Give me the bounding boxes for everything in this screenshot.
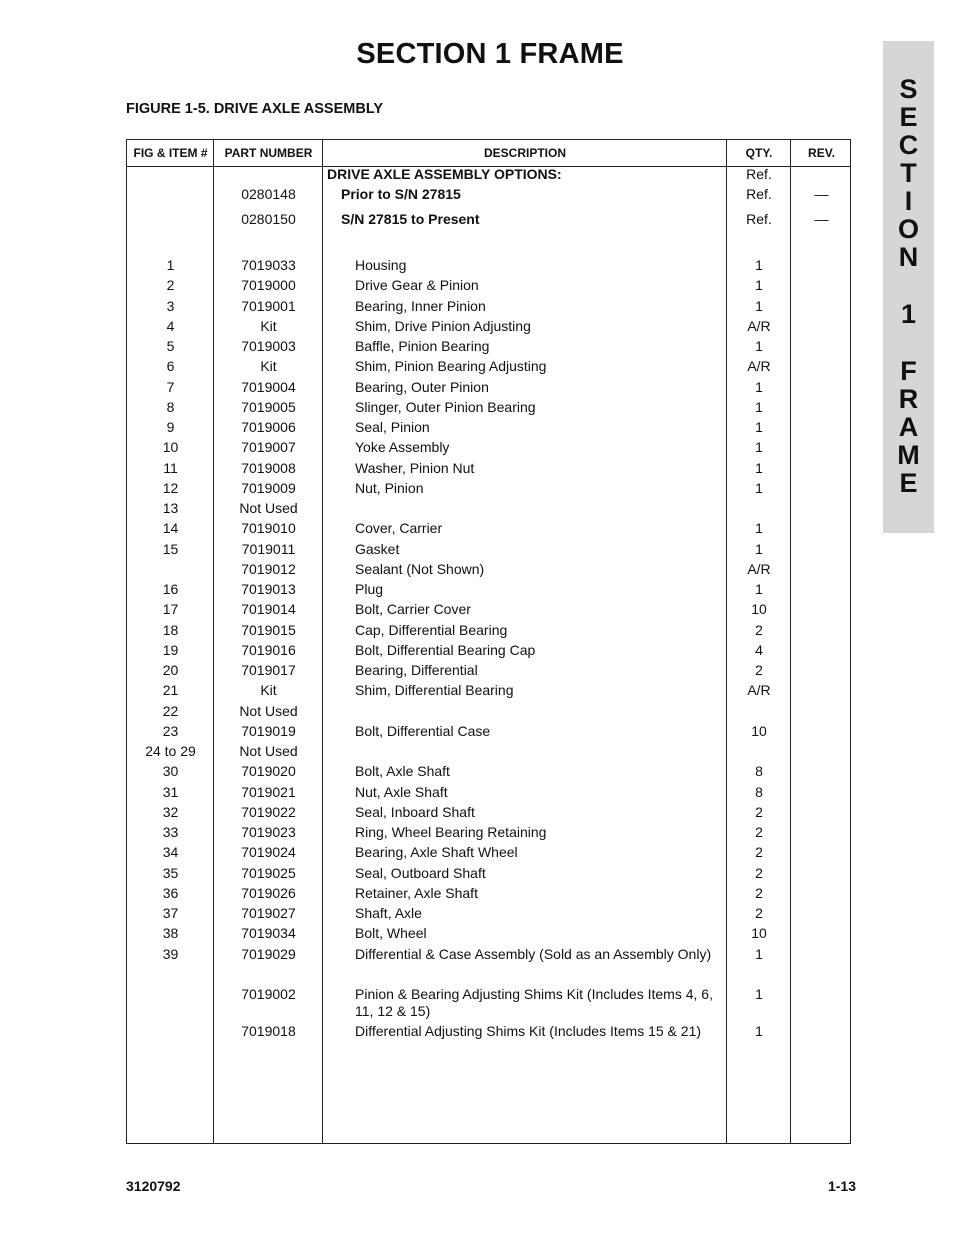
quantity: 10 xyxy=(751,601,767,618)
description: Bolt, Carrier Cover xyxy=(355,601,471,618)
section-side-tab xyxy=(883,41,934,533)
quantity: 4 xyxy=(755,641,763,658)
part-number: 7019022 xyxy=(241,803,296,820)
fig-item-number: 34 xyxy=(162,844,179,861)
fig-item-number: 1 xyxy=(166,257,175,273)
quantity: 1 xyxy=(755,540,763,557)
quantity: Ref. xyxy=(746,211,772,227)
quantity: 1 xyxy=(755,257,763,273)
part-number: Kit xyxy=(260,317,277,334)
header-part-number: PART NUMBER xyxy=(224,146,313,160)
quantity: 1 xyxy=(755,277,763,294)
part-number: 7019009 xyxy=(241,479,296,496)
fig-item-number: 24 to 29 xyxy=(145,743,196,759)
quantity: 8 xyxy=(755,783,763,800)
fig-item-number: 4 xyxy=(166,317,175,334)
header-qty: QTY. xyxy=(745,146,773,160)
fig-item-number: 36 xyxy=(162,884,179,901)
part-number: 7019026 xyxy=(241,884,296,901)
figure-title: FIGURE 1-5. DRIVE AXLE ASSEMBLY xyxy=(126,101,384,117)
fig-item-number: 6 xyxy=(166,358,175,375)
part-number: 7019006 xyxy=(241,419,296,435)
description: Bearing, Outer Pinion xyxy=(355,378,489,395)
fig-item-number: 15 xyxy=(162,540,179,557)
revision: — xyxy=(814,186,829,202)
fig-item-number: 30 xyxy=(162,763,179,780)
part-number: 7019012 xyxy=(241,560,296,577)
description: Drive Gear & Pinion xyxy=(355,277,479,294)
part-number: 7019000 xyxy=(241,277,296,294)
description: Slinger, Outer Pinion Bearing xyxy=(355,398,536,415)
part-number: 7019014 xyxy=(241,601,296,618)
description: Seal, Inboard Shaft xyxy=(355,803,475,820)
description: Cap, Differential Bearing xyxy=(355,621,508,638)
quantity: 1 xyxy=(755,419,763,435)
fig-item-number: 31 xyxy=(162,783,179,800)
fig-item-number: 2 xyxy=(166,277,175,294)
fig-item-number: 5 xyxy=(166,338,175,354)
part-number: 7019019 xyxy=(241,722,296,739)
description: Shaft, Axle xyxy=(355,905,422,921)
side-tab-letter: F xyxy=(900,356,917,386)
fig-item-number: 17 xyxy=(162,601,179,618)
quantity: 2 xyxy=(755,864,763,881)
quantity: A/R xyxy=(747,682,771,699)
options-heading: DRIVE AXLE ASSEMBLY OPTIONS: xyxy=(327,166,562,182)
kit-description: Pinion & Bearing Adjusting Shims Kit (Includes Items 4, 6, 11, 12 & 15) xyxy=(355,986,713,1019)
quantity: 2 xyxy=(755,884,763,901)
fig-item-number: 13 xyxy=(162,500,179,516)
description: Housing xyxy=(355,257,407,273)
side-tab-letter: N xyxy=(898,242,919,272)
part-number: 7019005 xyxy=(241,398,296,415)
fig-item-number: 12 xyxy=(162,479,179,496)
side-tab-letter: A xyxy=(898,412,919,442)
revision: — xyxy=(814,211,829,227)
description: Nut, Axle Shaft xyxy=(355,783,448,800)
description: Washer, Pinion Nut xyxy=(355,459,475,476)
description: Shim, Pinion Bearing Adjusting xyxy=(355,358,547,375)
description: Bolt, Wheel xyxy=(355,925,427,942)
fig-item-number: 19 xyxy=(162,641,179,658)
option-description: S/N 27815 to Present xyxy=(341,211,480,227)
quantity: 1 xyxy=(755,479,763,496)
part-number: Kit xyxy=(260,358,277,375)
description: Baffle, Pinion Bearing xyxy=(355,338,490,354)
quantity: 1 xyxy=(755,986,763,1002)
document-number: 3120792 xyxy=(126,1178,181,1194)
part-number: 7019004 xyxy=(241,378,296,395)
part-number: 7019015 xyxy=(241,621,296,638)
part-number: 7019024 xyxy=(241,844,296,861)
quantity: 2 xyxy=(755,844,763,861)
part-number: 7019020 xyxy=(241,763,296,780)
quantity: 1 xyxy=(755,945,763,962)
quantity: 1 xyxy=(755,459,763,476)
fig-item-number: 18 xyxy=(162,621,179,638)
part-number: Kit xyxy=(260,682,277,699)
description: Seal, Outboard Shaft xyxy=(355,864,486,881)
description: Bearing, Differential xyxy=(355,662,478,678)
description: Cover, Carrier xyxy=(355,520,443,537)
description: Bolt, Differential Bearing Cap xyxy=(355,641,536,658)
quantity: 2 xyxy=(755,662,763,678)
part-number: 7019021 xyxy=(241,783,296,800)
quantity: 1 xyxy=(755,398,763,415)
side-tab-letter: C xyxy=(898,130,919,160)
side-tab-letter: I xyxy=(904,186,913,216)
description: Retainer, Axle Shaft xyxy=(355,884,478,901)
quantity: 1 xyxy=(755,581,763,597)
part-number: 7019027 xyxy=(241,905,296,921)
option-description: Prior to S/N 27815 xyxy=(341,186,461,202)
side-tab-letter: E xyxy=(899,102,918,132)
quantity: A/R xyxy=(747,317,771,334)
quantity: 2 xyxy=(755,621,763,638)
side-tab-letter: R xyxy=(898,384,919,414)
description: Bearing, Inner Pinion xyxy=(355,297,486,314)
description: Bolt, Axle Shaft xyxy=(355,763,450,780)
side-tab-letter: O xyxy=(897,214,919,244)
fig-item-number: 16 xyxy=(162,581,179,597)
fig-item-number: 22 xyxy=(162,702,179,719)
description: Yoke Assembly xyxy=(355,439,450,456)
part-number: 7019023 xyxy=(241,824,296,840)
part-number: 7019008 xyxy=(241,459,296,476)
part-number: 7019011 xyxy=(241,540,296,557)
quantity: 2 xyxy=(755,824,763,840)
part-number: 7019010 xyxy=(241,520,296,537)
description: Ring, Wheel Bearing Retaining xyxy=(355,824,547,840)
description: Plug xyxy=(355,581,384,597)
quantity: 1 xyxy=(755,338,763,354)
fig-item-number: 37 xyxy=(162,905,179,921)
fig-item-number: 21 xyxy=(162,682,179,699)
part-number: Not Used xyxy=(239,500,298,516)
part-number: 7019016 xyxy=(241,641,296,658)
fig-item-number: 38 xyxy=(162,925,179,942)
description: Shim, Drive Pinion Adjusting xyxy=(355,317,531,334)
quantity: 2 xyxy=(755,905,763,921)
part-number: 7019029 xyxy=(241,945,296,962)
side-tab-letter: E xyxy=(899,468,918,498)
side-tab-letter: 1 xyxy=(900,299,917,329)
part-number: 7019018 xyxy=(241,1023,296,1039)
parts-table xyxy=(126,139,851,1144)
kit-description: Differential Adjusting Shims Kit (Includes Items 15 & 21) xyxy=(355,1023,702,1039)
quantity: 1 xyxy=(755,297,763,314)
fig-item-number: 11 xyxy=(163,459,178,476)
description: Seal, Pinion xyxy=(355,419,430,435)
description: Bolt, Differential Case xyxy=(355,722,491,739)
quantity: 10 xyxy=(751,722,767,739)
part-number: Not Used xyxy=(239,702,298,719)
fig-item-number: 9 xyxy=(166,419,175,435)
quantity: A/R xyxy=(747,560,771,577)
part-number: 7019025 xyxy=(241,864,296,881)
page-title: SECTION 1 FRAME xyxy=(356,38,624,70)
part-number: 7019017 xyxy=(241,662,296,678)
fig-item-number: 14 xyxy=(162,520,179,537)
part-number: 7019001 xyxy=(241,297,296,314)
quantity: 2 xyxy=(755,803,763,820)
part-number: 7019007 xyxy=(241,439,296,456)
part-number: 7019033 xyxy=(241,257,296,273)
fig-item-number: 8 xyxy=(166,398,175,415)
side-tab-letter: M xyxy=(897,440,920,470)
fig-item-number: 20 xyxy=(162,662,179,678)
description: Sealant (Not Shown) xyxy=(355,560,485,577)
fig-item-number: 32 xyxy=(162,803,179,820)
quantity: 1 xyxy=(755,1023,763,1039)
part-number: 0280148 xyxy=(241,186,296,202)
header-fig-item: FIG & ITEM # xyxy=(133,146,208,160)
part-number: 7019034 xyxy=(241,925,296,942)
page-number: 1-13 xyxy=(827,1178,856,1194)
quantity: 1 xyxy=(755,378,763,395)
quantity: 10 xyxy=(751,925,767,942)
header-rev: REV. xyxy=(808,146,835,160)
quantity: A/R xyxy=(747,358,771,375)
description: Differential & Case Assembly (Sold as an Assembly Only) xyxy=(355,945,712,962)
description: Shim, Differential Bearing xyxy=(355,682,514,699)
options-heading-qty: Ref. xyxy=(746,166,772,182)
header-description: DESCRIPTION xyxy=(483,146,566,160)
fig-item-number: 39 xyxy=(162,945,179,962)
side-tab-letter: S xyxy=(899,74,918,104)
quantity: 1 xyxy=(755,439,763,456)
part-number: 0280150 xyxy=(241,211,296,227)
fig-item-number: 3 xyxy=(166,297,175,314)
fig-item-number: 35 xyxy=(162,864,179,881)
description: Bearing, Axle Shaft Wheel xyxy=(355,844,518,861)
part-number: 7019013 xyxy=(241,581,296,597)
fig-item-number: 7 xyxy=(166,378,175,395)
side-tab-letter: T xyxy=(900,158,917,188)
part-number: Not Used xyxy=(239,743,298,759)
fig-item-number: 33 xyxy=(162,824,179,840)
quantity: 8 xyxy=(755,763,763,780)
part-number: 7019003 xyxy=(241,338,296,354)
quantity: 1 xyxy=(755,520,763,537)
fig-item-number: 23 xyxy=(162,722,179,739)
description: Gasket xyxy=(355,540,400,557)
part-number: 7019002 xyxy=(241,986,296,1002)
description: Nut, Pinion xyxy=(355,479,424,496)
fig-item-number: 10 xyxy=(162,439,179,456)
quantity: Ref. xyxy=(746,186,772,202)
